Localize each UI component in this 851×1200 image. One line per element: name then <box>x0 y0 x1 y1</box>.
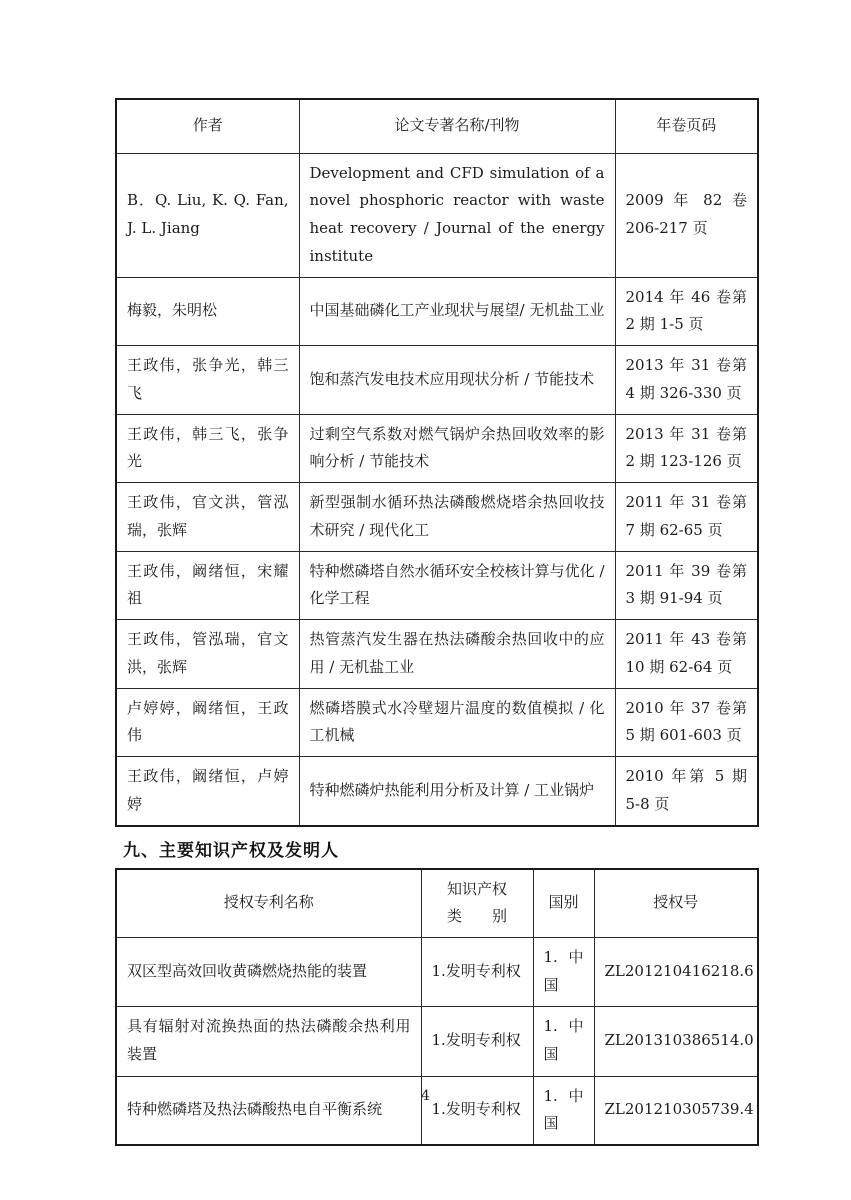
patent-number-cell: ZL201210416218.6 <box>594 938 758 1007</box>
publications-header-row <box>116 99 758 153</box>
publication-row <box>116 346 758 415</box>
title-cell: Development and CFD simulation of a novel phosphoric reactor with waste heat recovery / Journal of the energy institute <box>299 153 615 277</box>
section-heading-ip: 九、主要知识产权及发明人 <box>123 840 339 861</box>
publications-table <box>115 98 759 827</box>
patent-category-cell: 1.发明专利权 <box>421 1006 533 1076</box>
author-cell: 王政伟，张争光，韩三飞 <box>116 346 299 415</box>
title-cell: 特种燃磷塔自然水循环安全校核计算与优化 / 化学工程 <box>299 551 615 620</box>
author-cell: 王政伟，韩三飞，张争光 <box>116 414 299 483</box>
title-cell: 热管蒸汽发生器在热法磷酸余热回收中的应用 / 无机盐工业 <box>299 620 615 689</box>
patent-country-cell: 1.中国 <box>533 938 594 1007</box>
patent-country-cell: 1.中国 <box>533 1006 594 1076</box>
patent-name-cell: 特种燃磷塔及热法磷酸热电自平衡系统 <box>116 1076 421 1145</box>
patent-row <box>116 938 758 1007</box>
patent-category-cell: 1.发明专利权 <box>421 938 533 1007</box>
ip-category-line1: 知识产权 <box>446 879 507 898</box>
author-cell: B．Q. Liu, K. Q. Fan, J. L. Jiang <box>116 153 299 277</box>
column-header-number: 授权号 <box>594 869 758 938</box>
publication-row <box>116 414 758 483</box>
author-cell: 王政伟，阚绪恒，卢婷婷 <box>116 757 299 826</box>
ref-cell: 2010 年第 5 期 5-8 页 <box>615 757 758 826</box>
column-header-ref: 年卷页码 <box>615 99 758 153</box>
ref-cell: 2011 年 43 卷第 10 期 62-64 页 <box>615 620 758 689</box>
publication-row <box>116 620 758 689</box>
publication-row <box>116 153 758 277</box>
publication-row <box>116 483 758 552</box>
column-header-title: 论文专著名称/刊物 <box>299 99 615 153</box>
patent-name-cell: 双区型高效回收黄磷燃烧热能的装置 <box>116 938 421 1007</box>
ref-cell: 2013 年 31 卷第 2 期 123-126 页 <box>615 414 758 483</box>
patent-category-cell: 1.发明专利权 <box>421 1076 533 1145</box>
patent-name-cell: 具有辐射对流换热面的热法磷酸余热利用装置 <box>116 1006 421 1076</box>
title-cell: 过剩空气系数对燃气锅炉余热回收效率的影响分析 / 节能技术 <box>299 414 615 483</box>
ref-cell: 2010 年 37 卷第 5 期 601-603 页 <box>615 688 758 757</box>
author-cell: 卢婷婷，阚绪恒，王政伟 <box>116 688 299 757</box>
publication-row <box>116 757 758 826</box>
title-cell: 新型强制水循环热法磷酸燃烧塔余热回收技术研究 / 现代化工 <box>299 483 615 552</box>
ref-cell: 2013 年 31 卷第 4 期 326-330 页 <box>615 346 758 415</box>
title-cell: 特种燃磷炉热能利用分析及计算 / 工业锅炉 <box>299 757 615 826</box>
publication-row <box>116 688 758 757</box>
page-number: 4 <box>421 1088 430 1104</box>
publication-row <box>116 277 758 346</box>
ref-cell: 2011 年 39 卷第 3 期 91-94 页 <box>615 551 758 620</box>
ref-cell: 2011 年 31 卷第 7 期 62-65 页 <box>615 483 758 552</box>
author-cell: 梅毅，朱明松 <box>116 277 299 346</box>
author-cell: 王政伟，管泓瑞，官文洪，张辉 <box>116 620 299 689</box>
column-header-patent-name: 授权专利名称 <box>116 869 421 938</box>
ref-cell: 2014 年 46 卷第 2 期 1-5 页 <box>615 277 758 346</box>
patent-row <box>116 1006 758 1076</box>
column-header-author: 作者 <box>116 99 299 153</box>
publication-row <box>116 551 758 620</box>
patents-table <box>115 868 759 1147</box>
ref-cell: 2009 年 82 卷 206-217 页 <box>615 153 758 277</box>
title-cell: 燃磷塔膜式水冷壁翅片温度的数值模拟 / 化工机械 <box>299 688 615 757</box>
patents-header-row <box>116 869 758 938</box>
author-cell: 王政伟，官文洪，管泓瑞，张辉 <box>116 483 299 552</box>
column-header-country: 国别 <box>533 869 594 938</box>
title-cell: 中国基础磷化工产业现状与展望/ 无机盐工业 <box>299 277 615 346</box>
author-cell: 王政伟，阚绪恒，宋耀祖 <box>116 551 299 620</box>
ip-category-line2: 类 别 <box>446 907 507 926</box>
patent-row <box>116 1076 758 1145</box>
page-content <box>115 98 757 1146</box>
title-cell: 饱和蒸汽发电技术应用现状分析 / 节能技术 <box>299 346 615 415</box>
column-header-ip-category <box>421 869 533 938</box>
patent-number-cell: ZL201210305739.4 <box>594 1076 758 1145</box>
patent-country-cell: 1.中国 <box>533 1076 594 1145</box>
patent-number-cell: ZL201310386514.0 <box>594 1006 758 1076</box>
